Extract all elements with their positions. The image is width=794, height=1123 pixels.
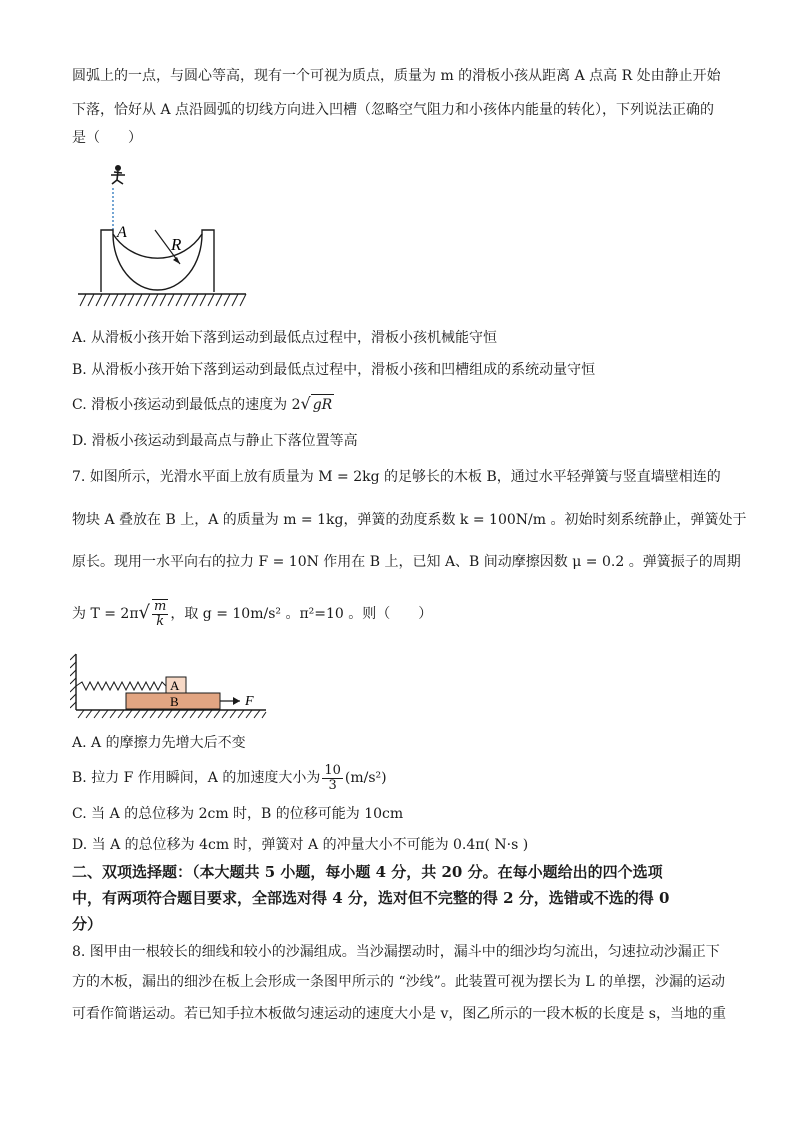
force-label-F: F <box>245 694 254 709</box>
q7-stem-line-4: 为 T = 2π√ $\frac{m}{k}$ ，取 g = 10m/s² 。π²=10 。则（ ） <box>72 599 433 629</box>
label-point-A: A <box>117 224 127 241</box>
q6-stem-line-1: 圆弧上的一点，与圆心等高，现有一个可视为质点，质量为 m 的滑板小孩从距离 A 点高 R 处由静止开始 <box>72 68 721 84</box>
groove-figure <box>70 160 250 310</box>
label-radius-R: R <box>171 235 182 254</box>
q6-option-A: A. 从滑板小孩开始下落到运动到最低点过程中，滑板小孩机械能守恒 <box>72 330 498 346</box>
q7-stem-line-2: 物块 A 叠放在 B 上，A 的质量为 m = 1kg，弹簧的劲度系数 k = 100N/m 。初始时刻系统静止，弹簧处于 <box>72 512 747 528</box>
block-A-label: A <box>170 678 180 693</box>
spring-block-figure <box>70 650 270 720</box>
q7-option-B-den: 3 <box>328 777 337 793</box>
q7-option-B-num: 10 <box>324 762 341 778</box>
q7-period-prefix: 为 T = 2π <box>72 606 139 622</box>
q7-option-B <box>72 762 387 794</box>
q7-stem-line-3: 原长。现用一水平向右的拉力 F = 10N 作用在 B 上，已知 A、B 间动摩擦因数 μ = 0.2 。弹簧振子的周期 <box>72 554 741 570</box>
q6-stem-line-3: 是（ ） <box>72 130 142 146</box>
q6-option-C-text: C. 滑板小孩运动到最低点的速度为 2 <box>72 397 301 413</box>
q6-option-B: B. 从滑板小孩开始下落到运动到最低点过程中，滑板小孩和凹槽组成的系统动量守恒 <box>72 362 596 378</box>
q8-stem-line-3: 可看作简谐运动。若已知手拉木板做匀速运动的速度大小是 v，图乙所示的一段木板的长度是 s，当地的重 <box>72 1006 726 1022</box>
q7-option-B-unit: (m/s²) <box>344 770 387 786</box>
q6-option-C-root: gR <box>311 394 335 415</box>
q6-option-D: D. 滑板小孩运动到最高点与静止下落位置等高 <box>72 433 358 449</box>
q7-stem-line-1: 7. 如图所示，光滑水平面上放有质量为 M = 2kg 的足够长的木板 B，通过水平轻弹簧与竖直墙壁相连的 <box>72 469 721 485</box>
q7-option-B-text: B. 拉力 F 作用瞬间，A 的加速度大小为 <box>72 770 321 786</box>
skater-icon <box>111 165 125 184</box>
board-B-label: B <box>170 694 179 709</box>
q7-period-den: k <box>156 614 165 629</box>
q6-stem-line-2: 下落，恰好从 A 点沿圆弧的切线方向进入凹槽（忽略空气阻力和小孩体内能量的转化），下列说法正确的 <box>72 102 715 118</box>
q7-option-C: C. 当 A 的总位移为 2cm 时，B 的位移可能为 10cm <box>72 806 404 822</box>
q7-option-D: D. 当 A 的总位移为 4cm 时，弹簧对 A 的冲量大小不可能为 0.4π( N·s ) <box>72 837 529 853</box>
q8-stem-line-1: 8. 图甲由一根较长的细线和较小的沙漏组成。当沙漏摆动时，漏斗中的细沙均匀流出，匀速拉动沙漏正下 <box>72 944 720 960</box>
q7-period-fraction <box>152 599 168 629</box>
q7-option-A: A. A 的摩擦力先增大后不变 <box>72 735 246 751</box>
section2-heading-line-2: 中，有两项符合题目要求，全部选对得 4 分，选对但不完整的得 2 分，选错或不选的得 0 <box>72 889 670 907</box>
spring <box>76 682 166 690</box>
q7-period-num: m <box>154 599 167 614</box>
q7-period-suffix: ，取 g = 10m/s² 。π²=10 。则（ ） <box>170 606 433 622</box>
section2-heading-line-3: 分） <box>72 915 103 933</box>
q8-stem-line-2: 方的木板，漏出的细沙在板上会形成一条图甲所示的 “沙线”。此装置可视为摆长为 L 的单摆，沙漏的运动 <box>72 974 725 990</box>
section2-heading-line-1: 二、双项选择题：（本大题共 5 小题，每小题 4 分，共 20 分。在每小题给出的四个选项 <box>72 863 663 881</box>
q6-option-C: C. 滑板小孩运动到最低点的速度为 2√ gR <box>72 394 333 413</box>
